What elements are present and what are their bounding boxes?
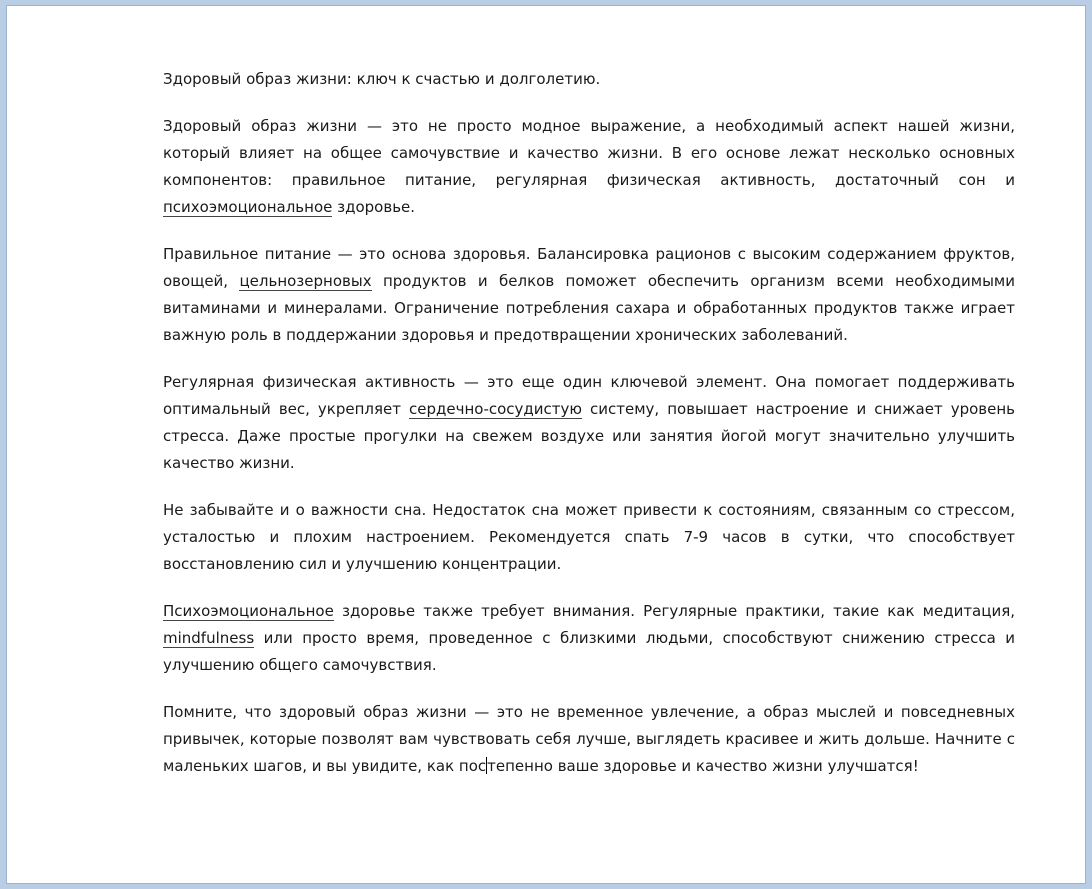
paragraph-text-run: или просто время, проведенное с близкими людьми, способствуют снижению стресса и улучшению общего самочувствия. xyxy=(163,629,1015,674)
paragraph-text-run: Здоровый образ жизни — это не просто модное выражение, а необходимый аспект нашей жизни, который влияет на общее самочувствие и качество жизни. В его основе лежат несколько основных компонентов: правильное питание, регулярная физическая активность, достаточный сон и xyxy=(163,117,1015,189)
paragraph-text-run: Не забывайте и о важности сна. Недостаток сна может привести к состояниям, связанным со стрессом, усталостью и плохим настроением. Рекомендуется спать 7-9 часов в сутки, что способствует восстановлению сил и улучшению концентрации. xyxy=(163,501,1015,573)
document-paragraph xyxy=(163,241,1015,349)
document-paragraph-list xyxy=(163,113,1015,780)
document-paragraph xyxy=(163,497,1015,578)
document-paragraph xyxy=(163,598,1015,679)
spellcheck-underlined-word[interactable]: mindfulness xyxy=(163,629,255,647)
spellcheck-underlined-word[interactable]: психоэмоциональное xyxy=(163,198,333,216)
spellcheck-underlined-word[interactable]: сердечно-сосудистую xyxy=(409,400,583,418)
spellcheck-underlined-word[interactable]: Психоэмоциональное xyxy=(163,602,334,620)
document-paragraph xyxy=(163,699,1015,780)
document-paragraph xyxy=(163,369,1015,477)
paragraph-text-run: тепенно ваше здоровье и качество жизни улучшатся! xyxy=(487,757,919,775)
paragraph-text-run: Правильное питание — это основа здоровья. Балансировка рационов с высоким содержанием фруктов, овощей, xyxy=(163,245,1015,290)
document-title-line: Здоровый образ жизни: ключ к счастью и долголетию. xyxy=(163,70,601,88)
paragraph-text-run: продуктов и белков поможет обеспечить организм всеми необходимыми витаминами и минералами. Ограничение потребления сахара и обработанных продуктов также играет важную роль в поддержании здоровья и предотвращении хронических заболеваний. xyxy=(163,272,1015,344)
spellcheck-underlined-word[interactable]: цельнозерновых xyxy=(239,272,372,290)
paragraph-text-run: Помните, что здоровый образ жизни — это не временное увлечение, а образ мыслей и повседневных привычек, которые позволят вам чувствовать себя лучше, выглядеть красивее и жить дольше. Начните с маленьких шагов, и вы увидите, как пос xyxy=(163,703,1015,775)
paragraph-text-run: систему, повышает настроение и снижает уровень стресса. Даже простые прогулки на свежем воздухе или занятия йогой могут значительно улучшить качество жизни. xyxy=(163,400,1016,472)
paragraph-text-run: здоровье также требует внимания. Регулярные практики, такие как медитация, xyxy=(333,602,1015,620)
document-text-area[interactable] xyxy=(163,66,1015,780)
document-paragraph xyxy=(163,113,1015,221)
paragraph-text-run: здоровье. xyxy=(332,198,416,216)
document-paper[interactable] xyxy=(23,22,1069,867)
document-page-frame xyxy=(6,5,1086,884)
paragraph-text-run: Регулярная физическая активность — это еще один ключевой элемент. Она помогает поддерживать оптимальный вес, укрепляет xyxy=(163,373,1015,418)
